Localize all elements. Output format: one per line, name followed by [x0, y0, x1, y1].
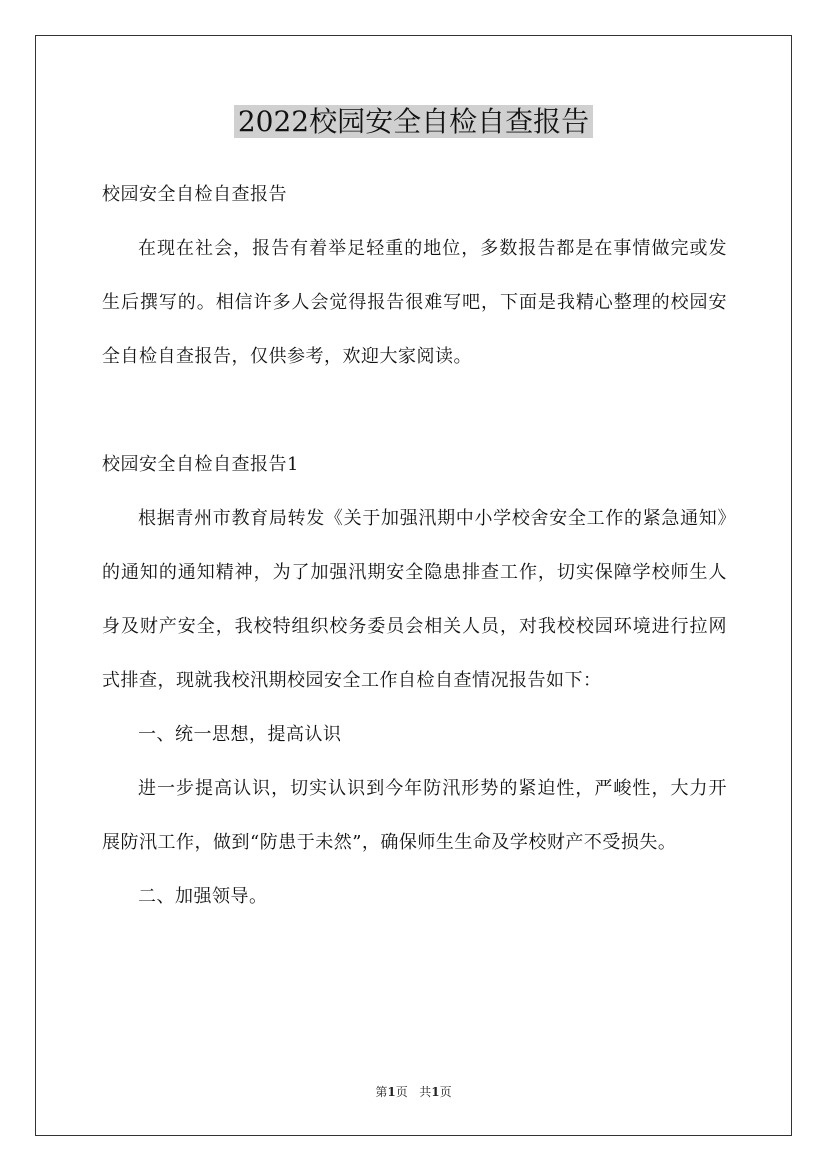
section-heading-report-1: 校园安全自检自查报告1 [102, 454, 299, 475]
section-heading-1: 一、统一思想，提高认识 [138, 724, 342, 745]
document-title-text: 2022校园安全自检自查报告 [234, 105, 593, 138]
section-heading-2: 二、加强领导。 [138, 886, 268, 907]
document-title [0, 100, 827, 144]
intro-paragraph: 在现在社会，报告有着举足轻重的地位，多数报告都是在事情做完或发生后撰写的。相信许多人会觉得报告很难写吧，下面是我精心整理的校园安全自检自查报告，仅供参考，欢迎大家阅读。 [102, 238, 727, 367]
page-footer [0, 1083, 827, 1101]
footer-page-number: 1 [387, 1085, 396, 1099]
footer-total-prefix: 共 [419, 1085, 432, 1099]
footer-total-suffix: 页 [439, 1085, 452, 1099]
body-paragraph: 根据青州市教育局转发《关于加强汛期中小学校舍安全工作的紧急通知》的通知的通知精神，为了加强汛期安全隐患排查工作，切实保障学校师生人身及财产安全，我校特组织校务委员会相关人员，对我校校园环境进行拉网式排查，现就我校汛期校园安全工作自检自查情况报告如下： [102, 508, 727, 691]
subtitle-paragraph: 校园安全自检自查报告 [102, 184, 287, 205]
document-body [102, 168, 727, 924]
footer-page-prefix: 第 [375, 1085, 388, 1099]
body-paragraph: 进一步提高认识，切实认识到今年防汛形势的紧迫性，严峻性，大力开展防汛工作，做到“防患于未然”，确保师生生命及学校财产不受损失。 [102, 778, 727, 853]
footer-total-number: 1 [431, 1085, 440, 1099]
footer-page-suffix: 页 [395, 1085, 408, 1099]
